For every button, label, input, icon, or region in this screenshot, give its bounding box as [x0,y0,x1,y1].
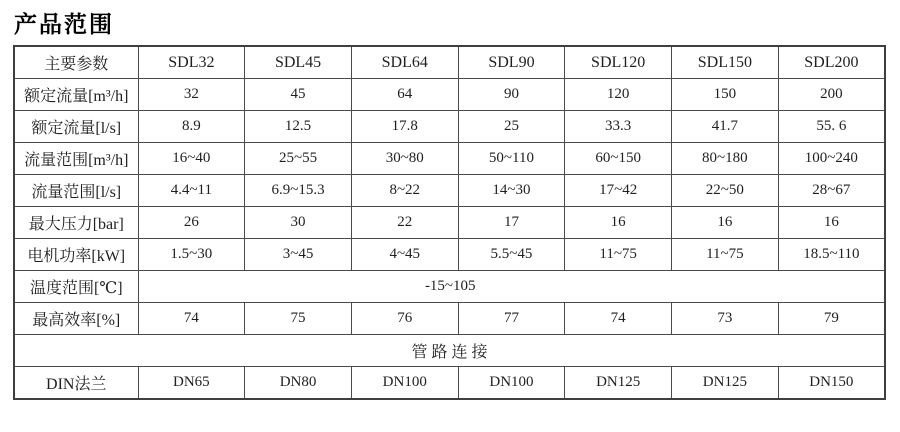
value-cell: 120 [565,79,672,111]
value-cell: 28~67 [778,175,885,207]
value-cell: DN125 [672,367,779,400]
value-cell: DN65 [138,367,245,400]
value-cell: 64 [351,79,458,111]
value-cell: 77 [458,303,565,335]
value-cell: 11~75 [672,239,779,271]
table-row [14,335,885,367]
value-cell: 1.5~30 [138,239,245,271]
value-cell: 16 [565,207,672,239]
table-row [14,367,885,400]
value-cell: 74 [565,303,672,335]
value-cell: 50~110 [458,143,565,175]
value-cell: 17 [458,207,565,239]
value-cell: 26 [138,207,245,239]
value-cell: 25~55 [245,143,352,175]
row-label: 额定流量[l/s] [14,111,138,143]
table-row [14,271,885,303]
value-cell: 74 [138,303,245,335]
row-label: 最大压力[bar] [14,207,138,239]
value-cell: 3~45 [245,239,352,271]
table-row [14,207,885,239]
value-cell: 4.4~11 [138,175,245,207]
table-row [14,143,885,175]
value-cell: 22 [351,207,458,239]
value-cell: DN100 [351,367,458,400]
value-cell: 30 [245,207,352,239]
value-cell: 150 [672,79,779,111]
value-cell: 8.9 [138,111,245,143]
spec-table [13,45,886,400]
model-column-header: SDL150 [672,46,779,79]
value-cell: 6.9~15.3 [245,175,352,207]
row-label: 额定流量[m³/h] [14,79,138,111]
model-column-header: SDL32 [138,46,245,79]
value-cell: 16~40 [138,143,245,175]
value-cell: 73 [672,303,779,335]
row-label: DIN法兰 [14,367,138,400]
row-label: 温度范围[℃] [14,271,138,303]
value-cell: 12.5 [245,111,352,143]
value-cell: 30~80 [351,143,458,175]
value-cell: DN125 [565,367,672,400]
table-row [14,175,885,207]
value-cell: DN150 [778,367,885,400]
table-row [14,79,885,111]
value-cell: 18.5~110 [778,239,885,271]
merged-value-cell: -15~105 [138,271,885,303]
value-cell: DN100 [458,367,565,400]
value-cell: 14~30 [458,175,565,207]
value-cell: 4~45 [351,239,458,271]
value-cell: 8~22 [351,175,458,207]
row-label: 流量范围[m³/h] [14,143,138,175]
value-cell: 17~42 [565,175,672,207]
value-cell: 60~150 [565,143,672,175]
row-label: 最高效率[%] [14,303,138,335]
page-title: 产品范围 [14,11,114,37]
value-cell: 33.3 [565,111,672,143]
value-cell: 200 [778,79,885,111]
row-label: 流量范围[l/s] [14,175,138,207]
value-cell: 25 [458,111,565,143]
model-column-header: SDL200 [778,46,885,79]
section-span-cell: 管 路 连 接 [14,335,885,367]
value-cell: DN80 [245,367,352,400]
value-cell: 80~180 [672,143,779,175]
row-label: 电机功率[kW] [14,239,138,271]
value-cell: 22~50 [672,175,779,207]
value-cell: 16 [778,207,885,239]
model-column-header: SDL120 [565,46,672,79]
model-column-header: SDL45 [245,46,352,79]
table-row [14,239,885,271]
param-column-header: 主要参数 [14,46,138,79]
value-cell: 5.5~45 [458,239,565,271]
value-cell: 90 [458,79,565,111]
value-cell: 79 [778,303,885,335]
value-cell: 55. 6 [778,111,885,143]
value-cell: 76 [351,303,458,335]
value-cell: 11~75 [565,239,672,271]
model-column-header: SDL64 [351,46,458,79]
value-cell: 32 [138,79,245,111]
value-cell: 45 [245,79,352,111]
table-row [14,111,885,143]
value-cell: 100~240 [778,143,885,175]
value-cell: 16 [672,207,779,239]
value-cell: 75 [245,303,352,335]
table-row [14,303,885,335]
value-cell: 41.7 [672,111,779,143]
value-cell: 17.8 [351,111,458,143]
header-row [14,46,885,79]
model-column-header: SDL90 [458,46,565,79]
